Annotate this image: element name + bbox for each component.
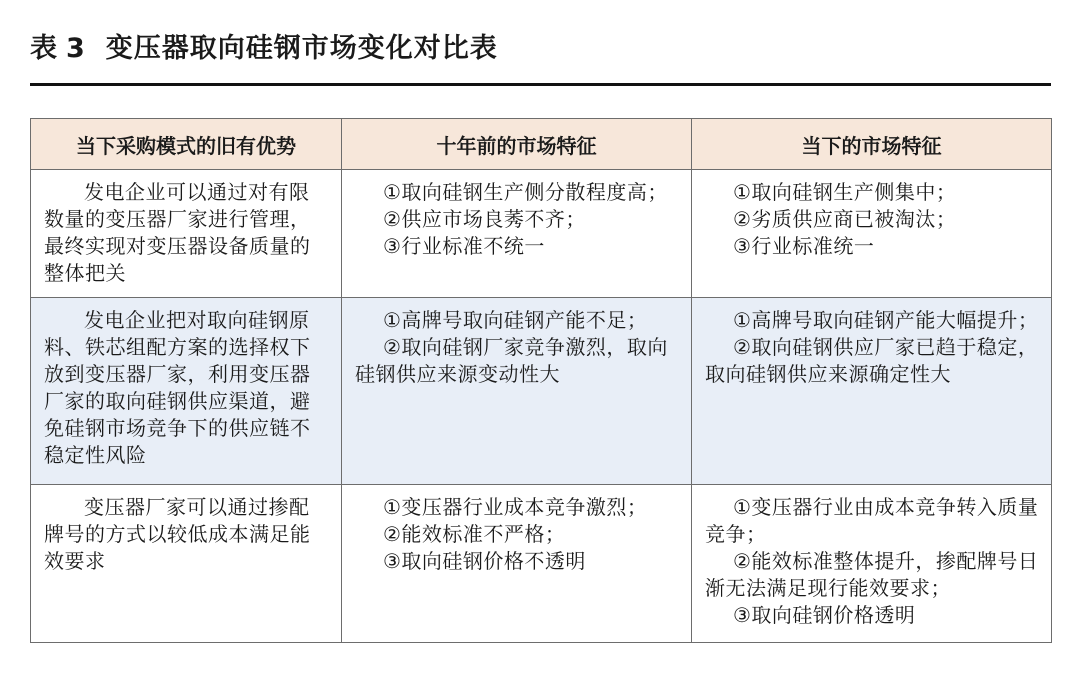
present-item: ③行业标准统一 bbox=[733, 234, 875, 258]
header-past: 十年前的市场特征 bbox=[342, 119, 692, 170]
present-item: ②能效标准整体提升，掺配牌号日渐无法满足现行能效要求； bbox=[705, 549, 1039, 600]
present-item: ③取向硅钢价格透明 bbox=[733, 603, 916, 627]
present-item: ②取向硅钢供应厂家已趋于稳定，取向硅钢供应来源确定性大 bbox=[705, 335, 1039, 386]
present-item: ①取向硅钢生产侧集中； bbox=[733, 180, 957, 204]
past-item: ②能效标准不严格； bbox=[383, 522, 566, 546]
advantage-text: 变压器厂家可以通过掺配牌号的方式以较低成本满足能效要求 bbox=[44, 495, 311, 573]
table-row bbox=[31, 485, 1052, 643]
cell-past bbox=[342, 485, 692, 643]
past-item: ②供应市场良莠不齐； bbox=[383, 207, 586, 231]
present-item: ②劣质供应商已被淘汰； bbox=[733, 207, 957, 231]
past-item: ①变压器行业成本竞争激烈； bbox=[383, 495, 648, 519]
advantage-text: 发电企业可以通过对有限数量的变压器厂家进行管理，最终实现对变压器设备质量的整体把关 bbox=[44, 180, 311, 285]
cell-past bbox=[342, 170, 692, 298]
cell-advantage bbox=[31, 298, 342, 485]
cell-present bbox=[692, 170, 1052, 298]
cell-present bbox=[692, 298, 1052, 485]
header-row bbox=[31, 119, 1052, 170]
past-item: ③行业标准不统一 bbox=[383, 234, 545, 258]
title-rule bbox=[30, 83, 1051, 86]
table-row bbox=[31, 170, 1052, 298]
past-item: ①取向硅钢生产侧分散程度高； bbox=[383, 180, 668, 204]
table-number: 3 bbox=[66, 33, 86, 64]
cell-present bbox=[692, 485, 1052, 643]
advantage-text: 发电企业把对取向硅钢原料、铁芯组配方案的选择权下放到变压器厂家，利用变压器厂家的取向硅钢供应渠道，避免硅钢市场竞争下的供应链不稳定性风险 bbox=[44, 308, 311, 467]
cell-past bbox=[342, 298, 692, 485]
present-item: ①变压器行业由成本竞争转入质量竞争； bbox=[705, 495, 1039, 546]
table-title-text: 变压器取向硅钢市场变化对比表 bbox=[105, 33, 498, 64]
comparison-table bbox=[30, 118, 1052, 643]
present-item: ①高牌号取向硅钢产能大幅提升； bbox=[733, 308, 1039, 332]
past-item: ③取向硅钢价格不透明 bbox=[383, 549, 586, 573]
cell-advantage bbox=[31, 485, 342, 643]
table-label: 表 bbox=[30, 33, 58, 64]
past-item: ①高牌号取向硅钢产能不足； bbox=[383, 308, 648, 332]
table-title bbox=[30, 26, 498, 65]
past-item: ②取向硅钢厂家竞争激烈，取向硅钢供应来源变动性大 bbox=[355, 335, 668, 386]
header-present: 当下的市场特征 bbox=[692, 119, 1052, 170]
table-row bbox=[31, 298, 1052, 485]
cell-advantage bbox=[31, 170, 342, 298]
header-advantage: 当下采购模式的旧有优势 bbox=[31, 119, 342, 170]
